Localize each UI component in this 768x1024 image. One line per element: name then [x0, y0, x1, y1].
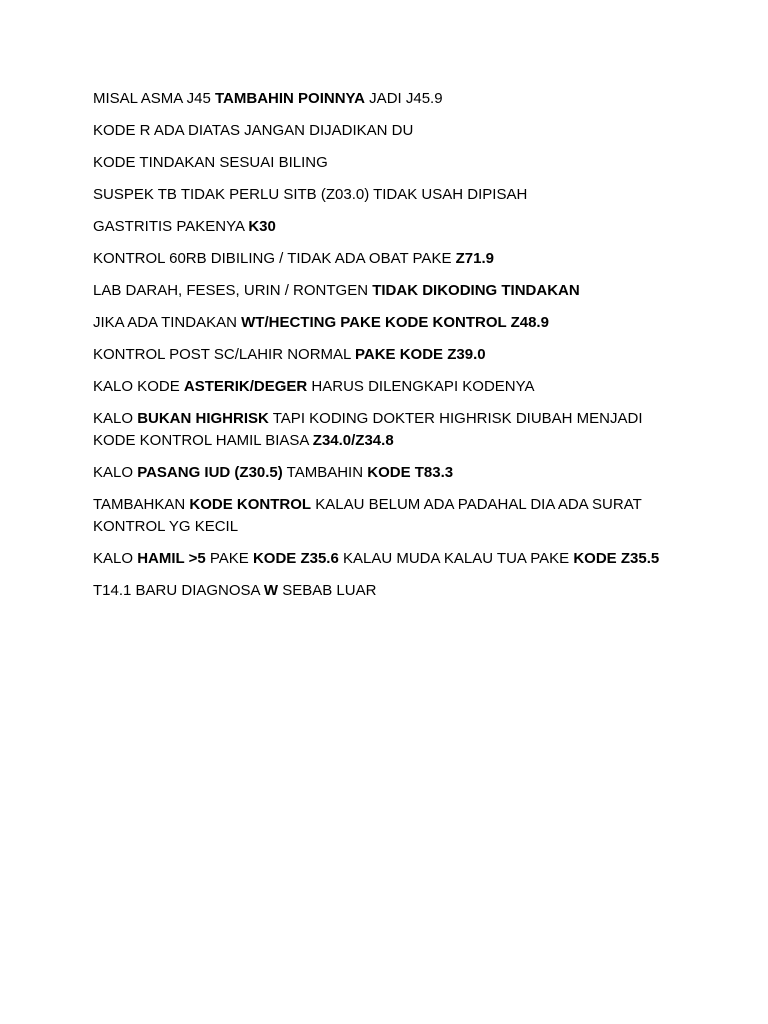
note-text: JADI J45.9 — [365, 90, 443, 107]
note-emphasis: ASTERIK/DEGER — [183, 378, 308, 395]
note-text: HARUS DILENGKAPI KODENYA — [307, 378, 535, 395]
note-line — [93, 408, 683, 452]
note-text: KONTROL POST SC/LAHIR NORMAL — [93, 346, 355, 363]
note-text: TAMBAHIN — [282, 464, 368, 481]
note-emphasis: BUKAN HIGHRISK — [137, 410, 269, 427]
note-text: KONTROL 60RB DIBILING / TIDAK ADA OBAT PAKE — [93, 250, 456, 267]
note-emphasis: KODE Z35.6 — [252, 550, 339, 567]
note-text: KALO — [93, 410, 138, 427]
note-text: LAB DARAH, FESES, URIN / RONTGEN — [93, 282, 373, 299]
note-line — [93, 344, 683, 366]
note-text: KALAU BELUM ADA PADAHAL DIA ADA SURAT KONTROL YG KECIL — [93, 496, 642, 535]
note-text: KALO KODE — [93, 378, 184, 395]
note-emphasis: WT/HECTING PAKE KODE KONTROL Z48.9 — [241, 314, 549, 331]
note-emphasis: Z34.0/Z34.8 — [312, 432, 394, 449]
note-emphasis: HAMIL >5 — [137, 550, 206, 567]
note-emphasis: Z71.9 — [455, 250, 494, 267]
note-emphasis: PASANG IUD (Z30.5) — [137, 464, 283, 481]
note-line — [93, 248, 683, 270]
note-emphasis: W — [263, 582, 279, 599]
note-text: SUSPEK TB TIDAK PERLU SITB (Z03.0) TIDAK USAH DIPISAH — [93, 186, 528, 203]
note-emphasis: KODE Z35.5 — [573, 550, 660, 567]
note-emphasis: K30 — [248, 218, 276, 235]
note-text: TAPI KODING DOKTER HIGHRISK DIUBAH MENJADI KODE KONTROL HAMIL BIASA — [93, 410, 643, 449]
note-emphasis: KODE KONTROL — [189, 496, 312, 513]
note-line — [93, 312, 683, 334]
note-line — [93, 462, 683, 484]
note-text: KALO — [93, 550, 138, 567]
note-text: SEBAB LUAR — [278, 582, 377, 599]
note-text: PAKE — [205, 550, 253, 567]
note-text: TAMBAHKAN — [93, 496, 190, 513]
note-emphasis: PAKE KODE Z39.0 — [355, 346, 486, 363]
notes-list — [93, 88, 683, 612]
note-line — [93, 494, 683, 538]
note-text: KODE R ADA DIATAS JANGAN DIJADIKAN DU — [93, 122, 414, 139]
note-text: KODE TINDAKAN SESUAI BILING — [93, 154, 328, 171]
note-text: T14.1 BARU DIAGNOSA — [93, 582, 264, 599]
note-emphasis: KODE T83.3 — [367, 464, 454, 481]
note-line — [93, 152, 683, 174]
note-line — [93, 184, 683, 206]
note-line — [93, 548, 683, 570]
note-text: JIKA ADA TINDAKAN — [93, 314, 242, 331]
note-text: KALAU MUDA KALAU TUA PAKE — [338, 550, 574, 567]
note-line — [93, 580, 683, 602]
note-line — [93, 88, 683, 110]
note-text: KALO — [93, 464, 138, 481]
note-line — [93, 280, 683, 302]
note-line — [93, 216, 683, 238]
note-emphasis: TAMBAHIN POINNYA — [215, 90, 366, 107]
note-text: GASTRITIS PAKENYA — [93, 218, 249, 235]
note-line — [93, 376, 683, 398]
note-emphasis: TIDAK DIKODING TINDAKAN — [372, 282, 580, 299]
note-line — [93, 120, 683, 142]
note-text: MISAL ASMA J45 — [93, 90, 215, 107]
